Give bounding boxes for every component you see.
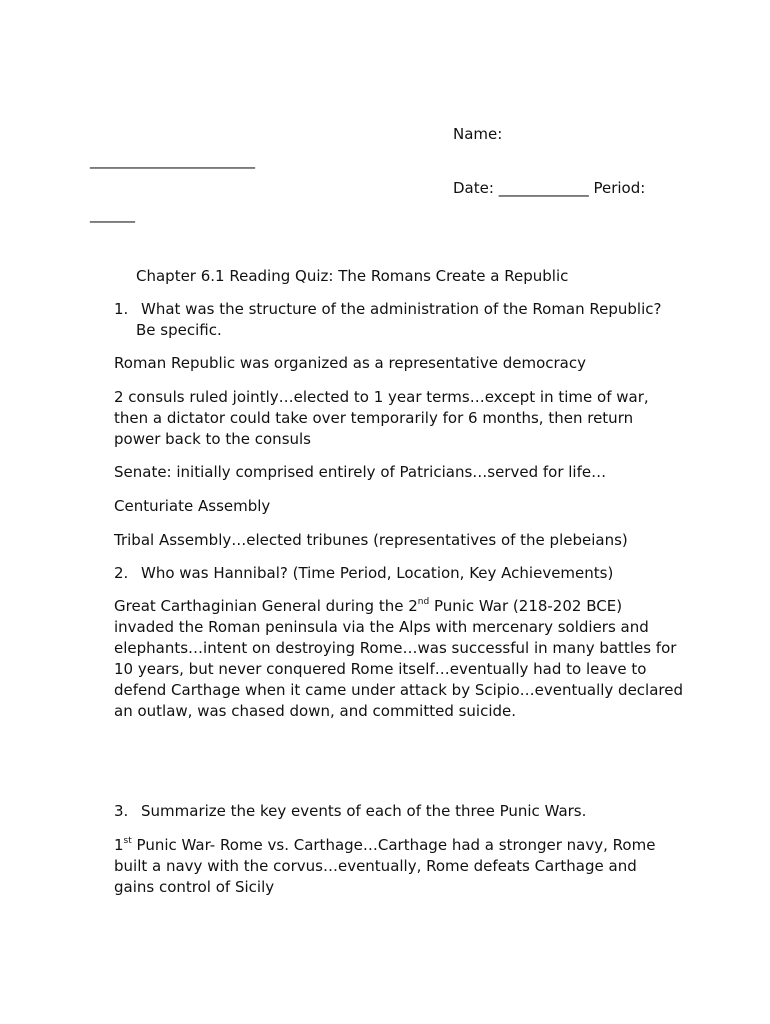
question-3	[114, 801, 694, 822]
answer-1-paragraph-5: Tribal Assembly…elected tribunes (representatives of the plebeians)	[114, 531, 628, 549]
answer-1-paragraph-4: Centuriate Assembly	[114, 497, 271, 515]
name-blank-line[interactable]: ______________________	[90, 151, 255, 169]
date-label: Date:	[453, 179, 494, 197]
date-blank-line[interactable]: ____________	[498, 179, 589, 197]
answer-2-paragraph	[114, 596, 686, 722]
date-period-row	[453, 178, 645, 199]
period-label: Period:	[593, 179, 646, 197]
question-number: 1.	[114, 300, 129, 318]
answer-1-paragraph-1: Roman Republic was organized as a representative democracy	[114, 354, 586, 372]
answer-2-text-rest: Punic War (218-202 BCE) invaded the Roman peninsula via the Alps with mercenary soldiers and elephants…intent on destroying Rome…was successful in many battles for 10 years, but never conquered Rome itself…eventually had to leave to defend Carthage when it came under attack by Scipio…eventually declared an outlaw, was chased down, and committed suicide.	[114, 597, 683, 720]
answer-1-paragraph-3: Senate: initially comprised entirely of Patricians…served for life…	[114, 463, 607, 481]
page-title: Chapter 6.1 Reading Quiz: The Romans Create a Republic	[136, 267, 569, 285]
question-text: Who was Hannibal? (Time Period, Location, Key Achievements)	[141, 564, 614, 582]
answer-3-paragraph	[114, 835, 674, 898]
question-1	[114, 299, 694, 341]
answer-3-text-start: 1	[114, 836, 124, 854]
ordinal-suffix: nd	[417, 597, 430, 607]
ordinal-suffix: st	[123, 836, 132, 846]
question-number: 3.	[114, 802, 129, 820]
answer-2-text-start: Great Carthaginian General during the 2	[114, 597, 418, 615]
question-text-continued: Be specific.	[136, 321, 222, 339]
name-label: Name:	[453, 125, 503, 143]
question-text: Summarize the key events of each of the three Punic Wars.	[141, 802, 587, 820]
period-blank-line[interactable]: ______	[90, 205, 135, 223]
question-2	[114, 563, 694, 584]
answer-1-paragraph-2: 2 consuls ruled jointly…elected to 1 year terms…except in time of war, then a dictator could take over temporarily for 6 months, then return power back to the consuls	[114, 388, 649, 448]
question-number: 2.	[114, 564, 129, 582]
question-text: What was the structure of the administration of the Roman Republic?	[141, 300, 662, 318]
answer-3-text-rest: Punic War- Rome vs. Carthage…Carthage had a stronger navy, Rome built a navy with the corvus…eventually, Rome defeats Carthage and gains control of Sicily	[114, 836, 656, 896]
